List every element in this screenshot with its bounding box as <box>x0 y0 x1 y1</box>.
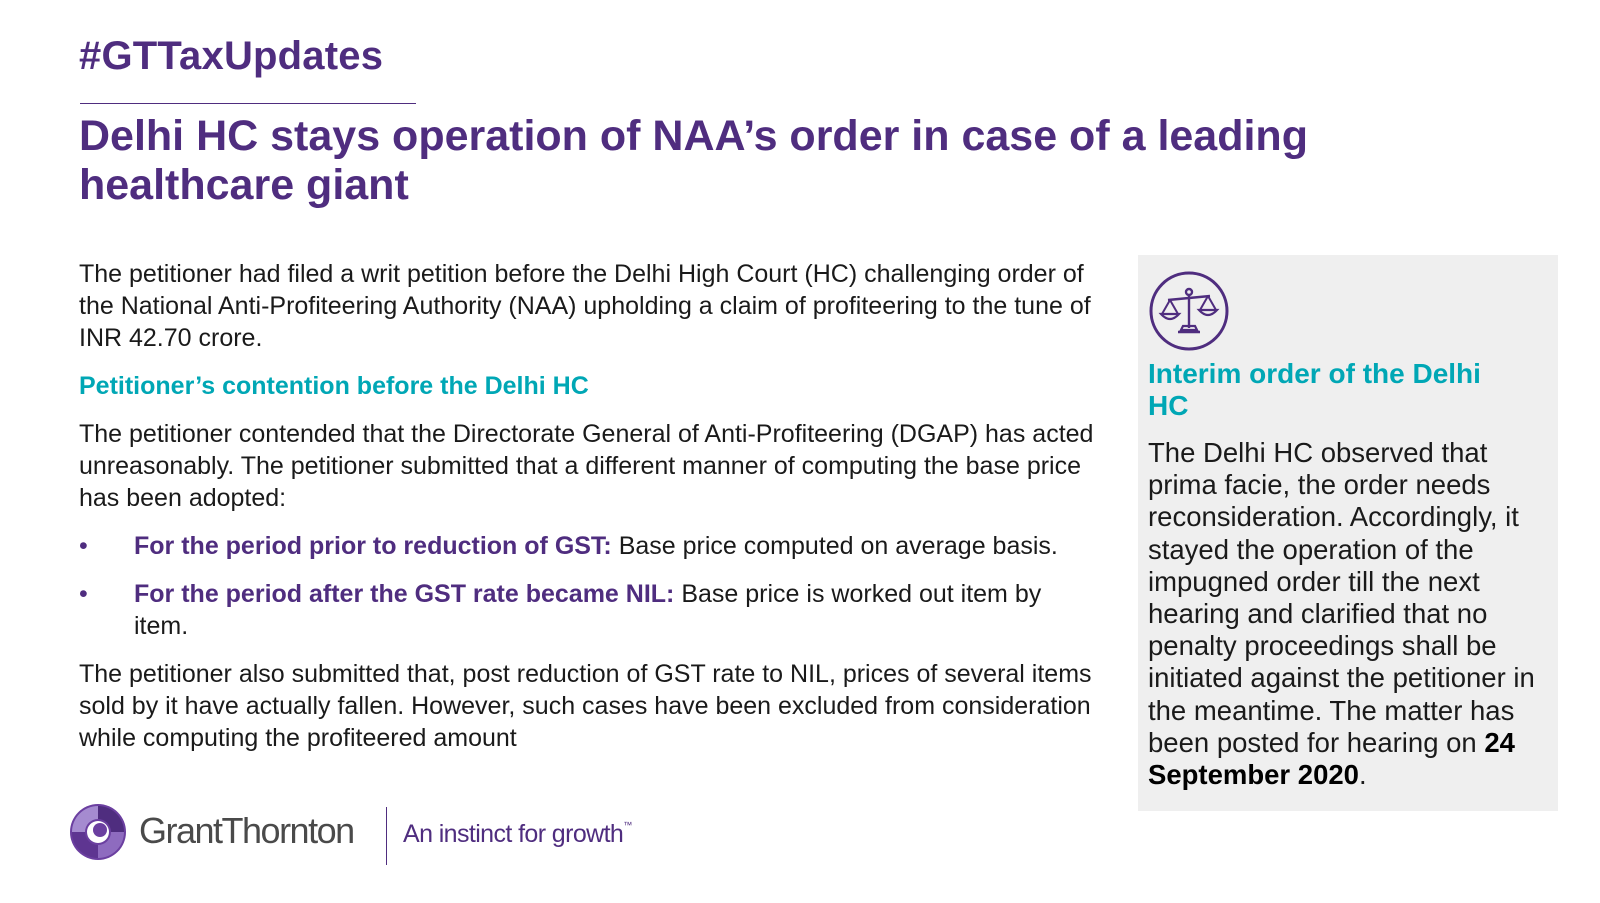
logo-tagline <box>403 820 632 849</box>
title-divider <box>80 103 416 104</box>
interim-order-text: The Delhi HC observed that prima facie, the order needs reconsideration. Accordingly, it stayed the operation of the impugned order till the next hearing and clarified that no penalty proceedings shall be initiated against the petitioner in the meantime. The matter has been posted for hearing on <box>1148 437 1535 758</box>
contention-subheading: Petitioner’s contention before the Delhi HC <box>79 372 589 400</box>
list-item <box>79 530 1099 562</box>
logo-divider <box>386 807 387 865</box>
page-title: Delhi HC stays operation of NAA’s order in case of a leading healthcare giant <box>79 112 1308 209</box>
interim-order-title: Interim order of the Delhi HC <box>1148 358 1481 421</box>
bullet-icon: • <box>79 580 88 608</box>
grant-thornton-mark-icon <box>69 803 127 861</box>
list-item <box>79 578 1099 642</box>
closing-paragraph: The petitioner also submitted that, post reduction of GST rate to NIL, prices of several items sold by it have actually fallen. However, such cases have been excluded from consideration while computing the profiteered amount <box>79 660 1092 752</box>
grant-thornton-logo <box>69 803 669 865</box>
bullet-lead: For the period prior to reduction of GST: <box>134 532 612 560</box>
intro-paragraph: The petitioner had filed a writ petition before the Delhi High Court (HC) challenging order of the National Anti-Profiteering Authority (NAA) upholding a claim of profiteering to the tune of INR 42.70 crore. <box>79 260 1091 352</box>
contention-paragraph: The petitioner contended that the Directorate General of Anti-Profiteering (DGAP) has acted unreasonably. The petitioner submitted that a different manner of computing the base price has been adopted: <box>79 420 1094 512</box>
bullet-icon: • <box>79 532 88 560</box>
sentence-period: . <box>1358 759 1367 791</box>
interim-order-body <box>1148 437 1548 791</box>
main-content <box>79 258 1099 770</box>
bullet-text: Base price is worked out item by item. <box>134 580 1042 640</box>
hashtag-title: #GTTaxUpdates <box>79 34 384 78</box>
scales-of-justice-icon <box>1148 270 1230 352</box>
bullet-list <box>79 530 1099 642</box>
bullet-text: Base price computed on average basis. <box>618 532 1058 560</box>
hearing-date: 24 September 2020 <box>1148 726 1515 791</box>
bullet-lead: For the period after the GST rate became NIL: <box>134 580 675 608</box>
logo-wordmark: GrantThornton <box>139 810 354 851</box>
trademark-symbol: ™ <box>623 820 633 830</box>
interim-order-panel <box>1138 255 1558 811</box>
tagline-text: An instinct for growth <box>403 820 624 848</box>
